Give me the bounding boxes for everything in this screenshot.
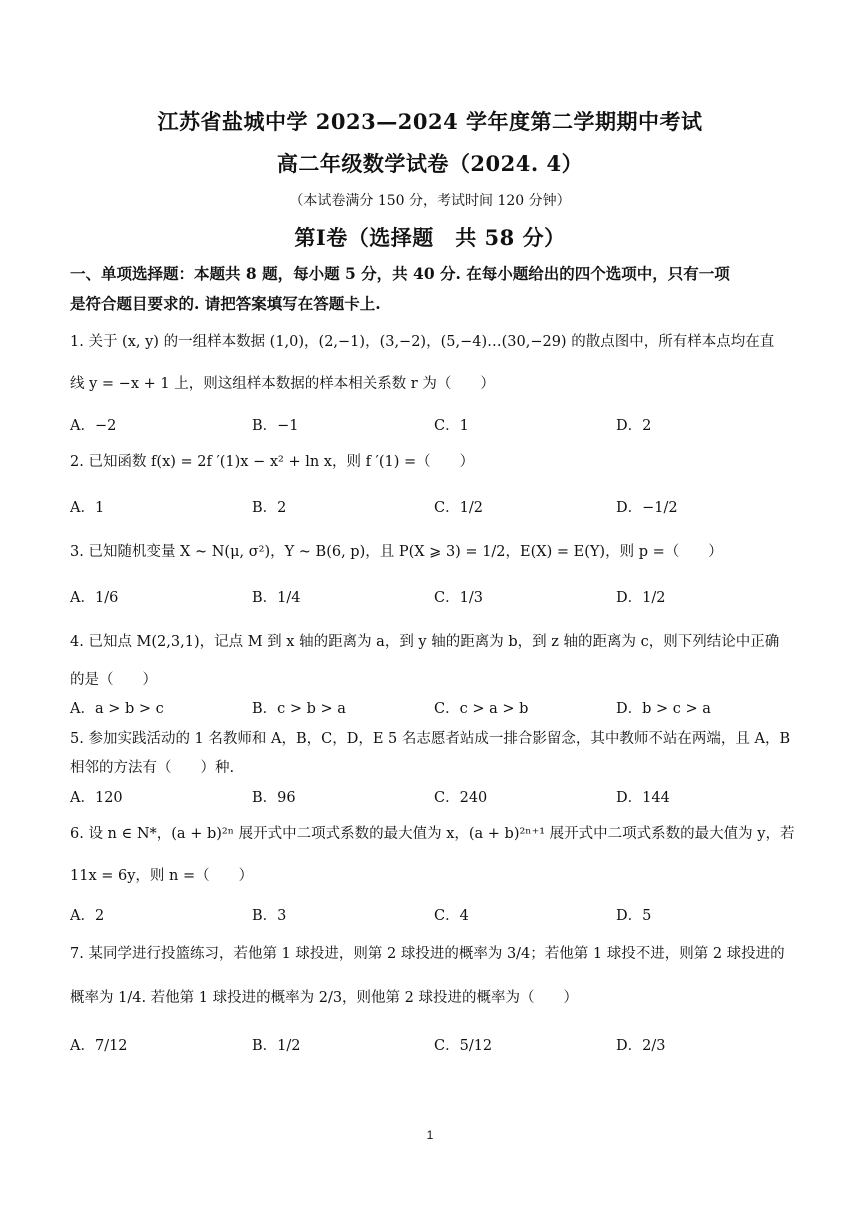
option-b: B．3 [252, 908, 287, 924]
option-c: C．1 [434, 418, 469, 434]
option-d: D．144 [616, 790, 670, 806]
question-7-line-1: 7. 某同学进行投篮练习，若他第 1 球投进，则第 2 球投进的概率为 3/4；若他第 1 球投不进，则第 2 球投进的 [70, 946, 785, 962]
option-c: C．c > a > b [434, 701, 529, 717]
option-a: A．1 [70, 500, 105, 516]
option-c: C．1/3 [434, 590, 483, 606]
question-1-line-1: 1. 关于 (x, y) 的一组样本数据 (1,0)，(2,−1)，(3,−2)，(5,−4)…(30,−29) 的散点图中，所有样本点均在直 [70, 334, 775, 350]
question-6-line-1: 6. 设 n ∈ N*，(a + b)²ⁿ 展开式中二项式系数的最大值为 x，(a + b)²ⁿ⁺¹ 展开式中二项式系数的最大值为 y，若 [70, 826, 795, 842]
question-4-line-1: 4. 已知点 M(2,3,1)，记点 M 到 x 轴的距离为 a，到 y 轴的距离为 b，到 z 轴的距离为 c，则下列结论中正确 [70, 634, 780, 650]
option-d: D．2 [616, 418, 652, 434]
question-3-line-1: 3. 已知随机变量 X ~ N(μ, σ²)，Y ~ B(6, p)，且 P(X ⩾ 3) = 1/2，E(X) = E(Y)，则 p =（ ） [70, 544, 723, 560]
page-number: 1 [426, 1128, 434, 1142]
option-d: D．1/2 [616, 590, 666, 606]
exam-title: 江苏省盐城中学 2023—2024 学年度第二学期期中考试 [157, 109, 703, 134]
section-instructions-line1: 一、单项选择题：本题共 8 题，每小题 5 分，共 40 分. 在每小题给出的四个选项中，只有一项 [70, 264, 730, 283]
option-b: B．−1 [252, 418, 299, 434]
option-b: B．1/2 [252, 1038, 301, 1054]
option-c: C．240 [434, 790, 488, 806]
question-5-line-1: 5. 参加实践活动的 1 名教师和 A，B，C，D，E 5 名志愿者站成一排合影留念，其中教师不站在两端，且 A，B [70, 731, 791, 747]
question-2-line-1: 2. 已知函数 f(x) = 2f ′(1)x − x² + ln x，则 f ′(1) =（ ） [70, 454, 475, 470]
option-c: C．1/2 [434, 500, 483, 516]
section-instructions [70, 259, 800, 319]
option-b: B．96 [252, 790, 296, 806]
option-a: A．120 [70, 790, 123, 806]
question-4-line-2: 的是（ ） [70, 672, 157, 688]
option-b: B．1/4 [252, 590, 301, 606]
exam-subtitle: 高二年级数学试卷（2024. 4） [276, 151, 584, 176]
volume-title: 第Ⅰ卷（选择题 共 58 分） [294, 225, 566, 250]
option-a: A．7/12 [70, 1038, 128, 1054]
question-7-line-2: 概率为 1/4. 若他第 1 球投进的概率为 2/3，则他第 2 球投进的概率为（ ） [70, 990, 578, 1006]
option-a: A．−2 [70, 418, 117, 434]
option-d: D．−1/2 [616, 500, 678, 516]
option-a: A．1/6 [70, 590, 119, 606]
exam-note: （本试卷满分 150 分，考试时间 120 分钟） [289, 193, 571, 209]
question-6-line-2: 11x = 6y，则 n =（ ） [70, 868, 254, 884]
question-5-line-2: 相邻的方法有（ ）种. [70, 760, 235, 776]
option-d: D．b > c > a [616, 701, 711, 717]
option-c: C．4 [434, 908, 469, 924]
option-a: A．a > b > c [70, 701, 164, 717]
section-instructions-line2: 是符合题目要求的. 请把答案填写在答题卡上. [70, 294, 381, 313]
question-1-line-2: 线 y = −x + 1 上，则这组样本数据的样本相关系数 r 为（ ） [70, 376, 495, 392]
option-a: A．2 [70, 908, 105, 924]
option-c: C．5/12 [434, 1038, 493, 1054]
option-b: B．2 [252, 500, 287, 516]
option-d: D．2/3 [616, 1038, 666, 1054]
option-d: D．5 [616, 908, 652, 924]
option-b: B．c > b > a [252, 701, 346, 717]
